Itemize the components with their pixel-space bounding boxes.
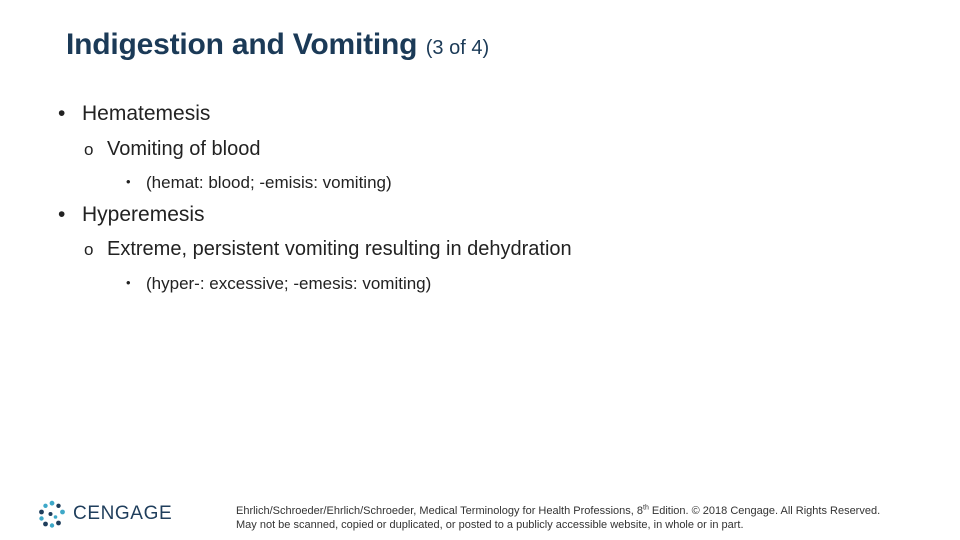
sub-bullet-extreme-vomiting [84,238,572,261]
sub-bullet-marker: o [84,240,94,259]
bullet-text: Hematemesis [82,102,211,125]
sub-bullet-text: Vomiting of blood [107,138,261,160]
cengage-logo-icon [38,500,66,528]
cengage-logo-text: CENGAGE [73,503,173,524]
bullet-hematemesis [58,102,210,126]
sub-sub-bullet-marker: • [126,174,131,189]
sub-bullet-text: Extreme, persistent vomiting resulting in dehydration [107,238,572,260]
footer-copyright: Edition. © 2018 Cengage. All Rights Reserved. [648,505,881,517]
title-main: Indigestion and Vomiting [66,28,418,61]
sub-sub-bullet-hyper-etymology [126,274,431,294]
copyright-footer [236,504,880,532]
footer-citation: Ehrlich/Schroeder/Ehrlich/Schroeder, Medical Terminology for Health Professions, 8 [236,505,643,517]
cengage-logo [38,498,172,530]
bullet-text: Hyperemesis [82,203,205,226]
sub-sub-bullet-marker: • [126,275,131,290]
sub-sub-bullet-hemat-etymology [126,173,392,193]
bullet-marker: • [58,203,66,226]
sub-bullet-marker: o [84,140,94,159]
sub-bullet-vomiting-of-blood [84,138,260,161]
bullet-hyperemesis [58,203,205,227]
footer-line-2: May not be scanned, copied or duplicated, or posted to a publicly accessible website, in whole or in part. [236,519,744,531]
footer-line-1 [236,504,880,518]
title-slide-counter: (3 of 4) [425,37,490,59]
sub-sub-bullet-text: (hyper-: excessive; -emesis: vomiting) [146,274,432,293]
footer-edition-suffix: th [643,504,649,512]
slide-title [66,28,489,62]
bullet-marker: • [58,102,66,125]
sub-sub-bullet-text: (hemat: blood; -emisis: vomiting) [146,173,392,192]
